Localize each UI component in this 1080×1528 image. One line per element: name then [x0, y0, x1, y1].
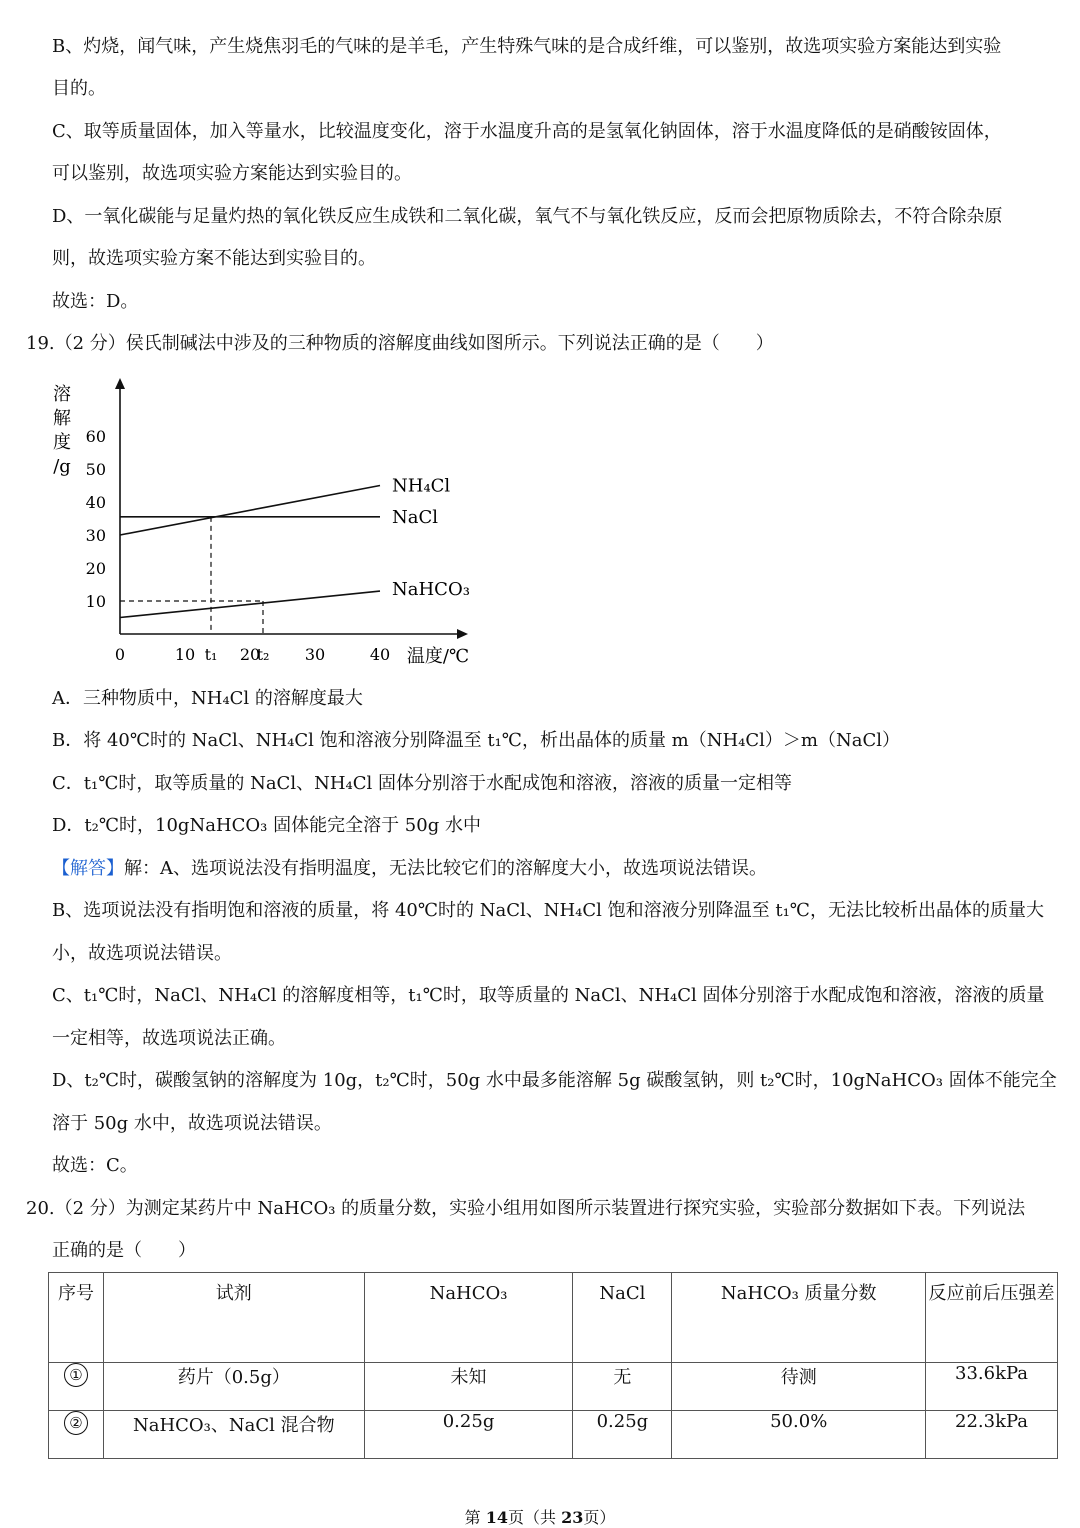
y-tick-label: 60 [85, 427, 106, 446]
q19-solution-a [52, 857, 767, 881]
series-label-nh4cl: NH₄Cl [392, 475, 451, 497]
x-tick-label: t₂ [256, 645, 270, 664]
table-cell: 22.3kPa [926, 1411, 1058, 1459]
series-line-nh4cl [120, 486, 380, 536]
y-tick-label: 40 [85, 493, 106, 512]
table-cell: 未知 [364, 1363, 573, 1411]
table-cell: 无 [573, 1363, 672, 1411]
prev-option-b-line2: 目的。 [52, 78, 106, 99]
page-number: 14 [485, 1508, 508, 1527]
x-axis-arrow [457, 629, 468, 639]
x-tick-label: 40 [369, 645, 391, 664]
table-cell: 50.0% [672, 1411, 926, 1459]
solubility-chart [40, 378, 480, 673]
x-tick-label: 20 [239, 645, 261, 664]
y-axis-label-char: 溶 [53, 384, 71, 405]
y-axis-label-char: /g [53, 456, 71, 477]
y-tick-label: 50 [85, 460, 106, 479]
solution-a-text: 解：A、选项说法没有指明温度，无法比较它们的溶解度大小，故选项说法错误。 [124, 858, 767, 879]
series-line-nahco3 [120, 591, 380, 617]
table-cell: 0.25g [364, 1411, 573, 1459]
y-axis-label-char: 度 [53, 432, 71, 453]
q19-stem: 19.（2 分）侯氏制碱法中涉及的三种物质的溶解度曲线如图所示。下列说法正确的是（ ） [26, 333, 774, 354]
series-label-nacl: NaCl [392, 506, 439, 528]
prev-answer: 故选：D。 [52, 291, 139, 312]
q20-stem-line1: 20.（2 分）为测定某药片中 NaHCO₃ 的质量分数，实验小组用如图所示装置进行探究实验，实验部分数据如下表。下列说法 [26, 1198, 1026, 1219]
q19-solution-b-line2: 小，故选项说法错误。 [52, 943, 232, 964]
row-index: ② [64, 1411, 88, 1435]
y-axis-label-char: 解 [53, 408, 71, 429]
q19-option-d: D．t₂℃时，10gNaHCO₃ 固体能完全溶于 50g 水中 [52, 815, 481, 836]
series-label-nahco3: NaHCO₃ [392, 579, 470, 601]
row-index: ① [64, 1363, 88, 1387]
header-index: 序号 [49, 1273, 104, 1363]
x-axis-label: 温度/℃ [406, 646, 470, 667]
page-footer: 第 14页（共 23页） [464, 1508, 616, 1527]
table-row [49, 1411, 1058, 1459]
experiment-table [48, 1272, 1058, 1459]
table-cell: 药片（0.5g） [103, 1363, 364, 1411]
q19-solution-c-line2: 一定相等，故选项说法正确。 [52, 1028, 286, 1049]
y-axis-arrow [115, 378, 125, 389]
table-cell: NaHCO₃、NaCl 混合物 [103, 1411, 364, 1459]
table-cell: 33.6kPa [926, 1363, 1058, 1411]
x-tick-label: 10 [174, 645, 196, 664]
x-tick-label: t₁ [204, 645, 218, 664]
table-row [49, 1363, 1058, 1411]
q19-solution-d-line2: 溶于 50g 水中，故选项说法错误。 [52, 1113, 332, 1134]
solution-tag: 【解答】 [52, 858, 124, 879]
q19-solution-b-line1: B、选项说法没有指明饱和溶液的质量，将 40℃时的 NaCl、NH₄Cl 饱和溶液分别降温至 t₁℃，无法比较析出晶体的质量大 [52, 900, 1044, 921]
y-tick-label: 10 [85, 592, 106, 611]
q19-solution-c-line1: C、t₁℃时，NaCl、NH₄Cl 的溶解度相等，t₁℃时，取等质量的 NaCl、NH₄Cl 固体分别溶于水配成饱和溶液，溶液的质量 [52, 985, 1045, 1006]
prev-option-d-line2: 则，故选项实验方案不能达到实验目的。 [52, 248, 376, 269]
header-mass-fraction: NaHCO₃ 质量分数 [672, 1273, 926, 1363]
header-pressure-diff: 反应前后压强差 [926, 1273, 1058, 1363]
prev-option-b-line1: B、灼烧，闻气味，产生烧焦羽毛的气味的是羊毛，产生特殊气味的是合成纤维，可以鉴别，故选项实验方案能达到实验 [52, 36, 1002, 57]
q19-option-c: C．t₁℃时，取等质量的 NaCl、NH₄Cl 固体分别溶于水配成饱和溶液，溶液的质量一定相等 [52, 773, 793, 794]
q19-option-a: A．三种物质中，NH₄Cl 的溶解度最大 [52, 688, 363, 709]
prev-option-c-line2: 可以鉴别，故选项实验方案能达到实验目的。 [52, 163, 412, 184]
q19-solution-d-line1: D、t₂℃时，碳酸氢钠的溶解度为 10g，t₂℃时，50g 水中最多能溶解 5g 碳酸氢钠，则 t₂℃时，10gNaHCO₃ 固体不能完全 [52, 1070, 1057, 1091]
x-tick-label: 0 [114, 645, 126, 664]
header-reagent: 试剂 [103, 1273, 364, 1363]
page-total: 23 [561, 1508, 584, 1527]
q19-option-b: B．将 40℃时的 NaCl、NH₄Cl 饱和溶液分别降温至 t₁℃，析出晶体的质量 m（NH₄Cl）＞m（NaCl） [52, 730, 901, 751]
table-header-row [49, 1273, 1058, 1363]
x-tick-label: 30 [304, 645, 326, 664]
q19-answer: 故选：C。 [52, 1155, 138, 1176]
prev-option-c-line1: C、取等质量固体，加入等量水，比较温度变化，溶于水温度升高的是氢氧化钠固体，溶于水温度降低的是硝酸铵固体， [52, 121, 1002, 142]
header-nahco3: NaHCO₃ [364, 1273, 573, 1363]
table-cell: 0.25g [573, 1411, 672, 1459]
header-nacl: NaCl [573, 1273, 672, 1363]
y-tick-label: 30 [85, 526, 106, 545]
q20-stem-line2: 正确的是（ ） [52, 1240, 196, 1261]
y-tick-label: 20 [85, 559, 106, 578]
table-cell: 待测 [672, 1363, 926, 1411]
prev-option-d-line1: D、一氧化碳能与足量灼热的氧化铁反应生成铁和二氧化碳，氧气不与氧化铁反应，反而会把原物质除去，不符合除杂原 [52, 206, 1003, 227]
